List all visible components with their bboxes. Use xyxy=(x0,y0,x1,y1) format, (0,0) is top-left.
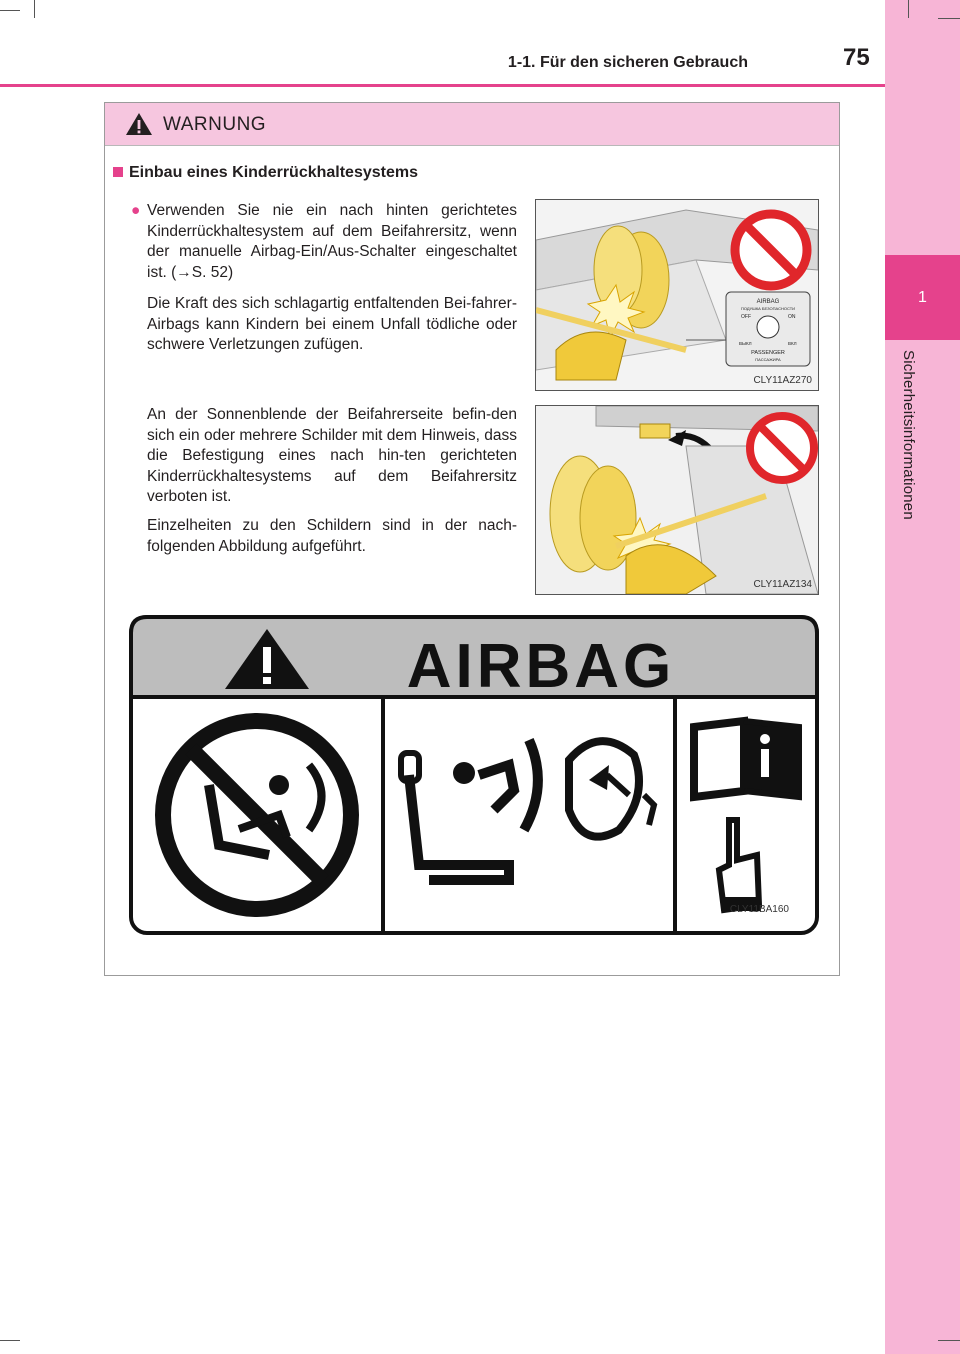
paragraph-4: Einzelheiten zu den Schildern sind in der nach-folgenden Abbildung aufgeführt. xyxy=(147,517,517,555)
label-title: AIRBAG xyxy=(406,632,676,701)
warning-header xyxy=(105,103,839,146)
chapter-title: Sicherheitsinformationen xyxy=(900,350,917,520)
airbag-warning-label xyxy=(129,615,819,935)
square-bullet-icon xyxy=(113,167,123,177)
warning-box xyxy=(104,102,840,976)
figure-2-code: CLY11AZ134 xyxy=(753,579,812,590)
crop-mark xyxy=(34,0,35,18)
figure-1-code: CLY11AZ270 xyxy=(753,375,812,386)
illustration-visor-airbag xyxy=(536,406,818,594)
bullet-text: Verwenden Sie nie ein nach hinten gerichtetes Kinderrückhaltesystem auf dem Beifahrersitz, wenn der manuelle Airbag-Ein/Aus-Schalter eingeschaltet ist. (→S. 52) xyxy=(147,202,517,281)
crop-mark xyxy=(938,1340,960,1341)
page-number: 75 xyxy=(843,44,870,71)
illustration-dashboard-airbag xyxy=(536,200,818,390)
figure-sun-visor-label xyxy=(535,405,819,595)
chapter-number: 1 xyxy=(885,255,960,340)
side-tab xyxy=(885,0,960,1354)
switch-subtitle: ПОДУШКА БЕЗОПАСНОСТИ xyxy=(740,306,796,311)
warning-triangle-icon xyxy=(125,112,153,136)
label-code: CLY11BA160 xyxy=(729,904,789,915)
warning-title: WARNUNG xyxy=(163,114,267,135)
switch-off-label: OFF xyxy=(741,314,751,320)
switch-passenger-label: PASSENGER xyxy=(751,350,785,356)
airbag-label-artwork xyxy=(129,615,819,935)
crop-mark xyxy=(908,0,909,18)
header-rule xyxy=(0,84,885,87)
crop-mark xyxy=(938,18,960,19)
paragraph-3: An der Sonnenblende der Beifahrerseite befin-den sich ein oder mehrere Schilder mit dem Hinweis, dass die Befestigung eines nach hin-ten gerichteten Kinderrückhaltesystems auf dem Beifahrersitz verboten ist. xyxy=(147,406,517,505)
crop-mark xyxy=(0,1340,20,1341)
section-path: 1-1. Für den sicheren Gebrauch xyxy=(507,54,748,71)
section-heading-text: Einbau eines Kinderrückhaltesystems xyxy=(129,164,418,181)
switch-off-ru-label: ВЫКЛ xyxy=(739,341,752,346)
circle-bullet-icon: ● xyxy=(131,202,141,219)
switch-on-label: ON xyxy=(788,314,796,320)
switch-title: AIRBAG xyxy=(756,299,780,305)
bullet-paragraph xyxy=(131,201,517,283)
paragraph-2: Die Kraft des sich schlagartig entfaltenden Bei-fahrer-Airbags kann Kindern bei einem Unfall tödliche oder schwere Verletzungen zufügen. xyxy=(147,295,517,353)
switch-passenger-ru-label: ПАССАЖИРА xyxy=(755,357,781,362)
switch-on-ru-label: ВКЛ xyxy=(788,341,797,346)
section-heading xyxy=(113,164,418,182)
crop-mark xyxy=(0,10,20,11)
figure-airbag-switch xyxy=(535,199,819,391)
